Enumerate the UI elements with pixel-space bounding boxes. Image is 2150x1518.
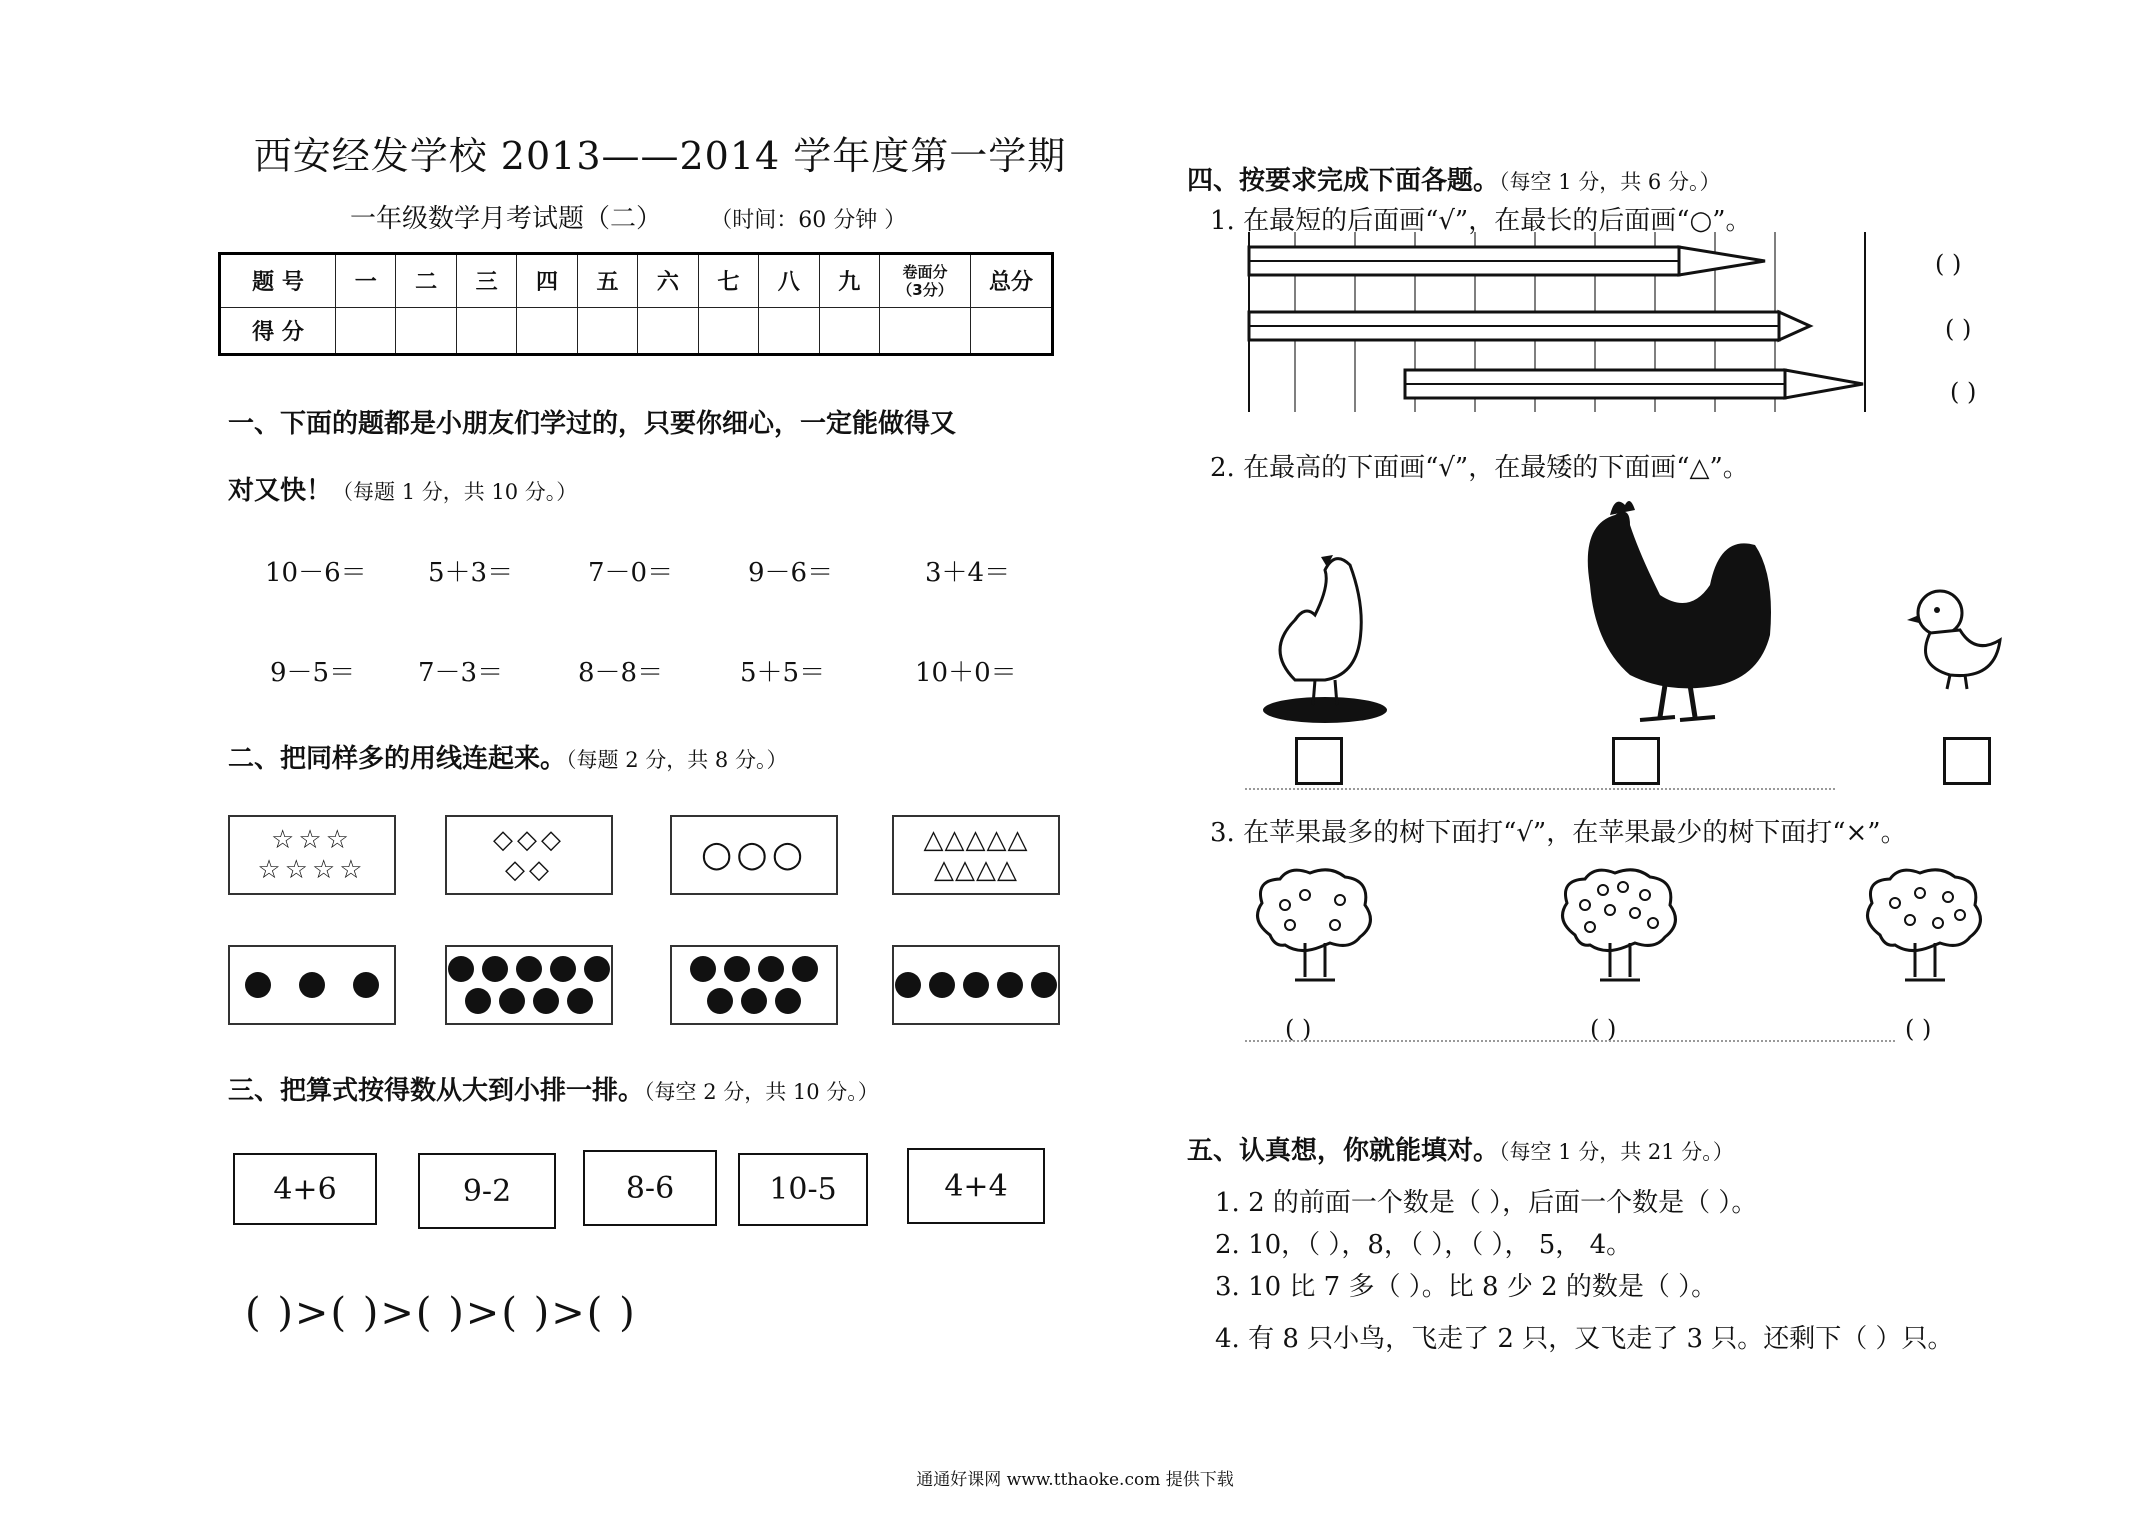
equation: 5＋3＝ xyxy=(428,558,514,588)
answer-box-hen[interactable] xyxy=(1295,737,1343,785)
match-box-diamonds[interactable] xyxy=(445,815,613,895)
equation: 10－6＝ xyxy=(265,558,367,588)
tree-answer-blank[interactable]: ( ) xyxy=(1905,1015,1932,1043)
dot xyxy=(482,956,508,982)
diamonds-row: ◇◇◇ xyxy=(493,825,565,855)
match-box-circles[interactable] xyxy=(670,815,838,895)
dot xyxy=(724,956,750,982)
match-box-triangles[interactable] xyxy=(892,815,1060,895)
section1-note: （每题 1 分，共 10 分。） xyxy=(332,480,578,504)
section1-heading-b xyxy=(228,470,577,507)
section4-heading-text: 四、按要求完成下面各题。 xyxy=(1187,166,1500,196)
dot xyxy=(963,972,989,998)
score-cell[interactable] xyxy=(819,307,880,354)
exam-title: 西安经发学校 2013——2014 学年度第一学期 xyxy=(253,134,1067,178)
score-cell[interactable] xyxy=(456,307,516,354)
section4-heading xyxy=(1187,160,1720,197)
row-label-score: 得 分 xyxy=(220,307,336,354)
apple-tree-icon xyxy=(1555,865,1685,985)
score-table xyxy=(218,252,1054,356)
score-cell[interactable] xyxy=(698,307,758,354)
col-7: 七 xyxy=(698,254,758,308)
dot xyxy=(895,972,921,998)
col-4: 四 xyxy=(517,254,577,308)
exam-subtitle xyxy=(350,198,906,235)
score-cell[interactable] xyxy=(971,307,1053,354)
equation: 7－3＝ xyxy=(418,658,504,688)
section5-note: （每空 1 分，共 21 分。） xyxy=(1499,1140,1734,1164)
section2-note: （每题 2 分，共 8 分。） xyxy=(566,748,788,772)
section2-heading-text: 二、把同样多的用线连起来。 xyxy=(228,744,567,774)
expression-box: 10-5 xyxy=(738,1153,868,1226)
dot xyxy=(550,956,576,982)
dot-row xyxy=(672,988,836,1014)
dot-row xyxy=(447,988,611,1014)
dot xyxy=(465,988,491,1014)
equation: 5＋5＝ xyxy=(740,658,826,688)
time-limit: （时间：60 分钟 ） xyxy=(710,208,907,233)
dot xyxy=(499,988,525,1014)
match-box-dots-9[interactable] xyxy=(445,945,613,1025)
score-table-score-row xyxy=(220,307,1053,354)
col-8: 八 xyxy=(759,254,819,308)
score-cell[interactable] xyxy=(638,307,698,354)
section5-heading xyxy=(1187,1130,1734,1167)
col-5: 五 xyxy=(577,254,637,308)
score-cell[interactable] xyxy=(517,307,577,354)
dot xyxy=(758,956,784,982)
pencil-answer-blank[interactable]: ( ) xyxy=(1945,315,1972,343)
fill-question-4: 4. 有 8 只小鸟，飞走了 2 只，又飞走了 3 只。还剩下（ ）只。 xyxy=(1215,1324,1954,1354)
hen-icon xyxy=(1255,545,1395,725)
pencil-answer-blank[interactable]: ( ) xyxy=(1950,378,1977,406)
section4-q2: 2. 在最高的下面画“√”，在最矮的下面画“△”。 xyxy=(1210,453,1749,483)
section2-heading xyxy=(228,738,787,775)
dot xyxy=(299,972,325,998)
expression-box: 9-2 xyxy=(418,1153,556,1229)
equation: 7－0＝ xyxy=(588,558,674,588)
dot xyxy=(792,956,818,982)
order-answer-line[interactable]: ( )>( )>( )>( )>( ) xyxy=(245,1290,637,1336)
expression-box: 4+4 xyxy=(907,1148,1045,1224)
dot xyxy=(245,972,271,998)
dot xyxy=(741,988,767,1014)
section3-note: （每空 2 分，共 10 分。） xyxy=(644,1080,879,1104)
fill-question-2: 2. 10，（ ），8，（ ），（ ）， 5， 4。 xyxy=(1215,1230,1633,1260)
dotted-divider xyxy=(1245,1040,1895,1042)
col-6: 六 xyxy=(638,254,698,308)
dot xyxy=(533,988,559,1014)
score-cell[interactable] xyxy=(336,307,396,354)
dot xyxy=(516,956,542,982)
answer-box-rooster[interactable] xyxy=(1612,737,1660,785)
col-9: 九 xyxy=(819,254,880,308)
dot xyxy=(567,988,593,1014)
match-box-dots-3[interactable] xyxy=(228,945,396,1025)
dot xyxy=(448,956,474,982)
apple-tree-icon xyxy=(1250,865,1380,985)
dot xyxy=(997,972,1023,998)
equation: 10＋0＝ xyxy=(915,658,1017,688)
section4-note: （每空 1 分，共 6 分。） xyxy=(1499,170,1721,194)
col-3: 三 xyxy=(456,254,516,308)
score-cell[interactable] xyxy=(880,307,971,354)
expression-box: 8-6 xyxy=(583,1150,717,1226)
score-cell[interactable] xyxy=(396,307,456,354)
dot-row xyxy=(447,956,611,982)
match-box-dots-5[interactable] xyxy=(892,945,1060,1025)
section3-heading-text: 三、把算式按得数从大到小排一排。 xyxy=(228,1076,645,1106)
subtitle-text: 一年级数学月考试题（二） xyxy=(350,204,663,234)
score-cell[interactable] xyxy=(577,307,637,354)
fill-question-1: 1. 2 的前面一个数是（ ），后面一个数是（ ）。 xyxy=(1215,1188,1758,1218)
equation: 9－6＝ xyxy=(748,558,834,588)
footer-source: 通通好课网 www.tthaoke.com 提供下载 xyxy=(916,1470,1234,1490)
chick-icon xyxy=(1905,585,2010,695)
section4-q3: 3. 在苹果最多的树下面打“√”，在苹果最少的树下面打“×”。 xyxy=(1210,818,1907,848)
diamonds-row: ◇◇ xyxy=(505,855,553,885)
score-cell[interactable] xyxy=(759,307,819,354)
col-1: 一 xyxy=(336,254,396,308)
match-box-dots-7[interactable] xyxy=(670,945,838,1025)
dot-row xyxy=(672,956,836,982)
triangles-row: △△△△△ xyxy=(923,825,1029,855)
dot-row xyxy=(230,972,394,998)
section4-q1: 1. 在最短的后面画“√”，在最长的后面画“○”。 xyxy=(1210,206,1752,236)
dot xyxy=(929,972,955,998)
circles-row: ○○○ xyxy=(700,834,808,875)
pencils-illustration xyxy=(1245,232,1875,412)
apple-tree-icon xyxy=(1860,865,1990,985)
col-total: 总分 xyxy=(971,254,1053,308)
expression-box: 4+6 xyxy=(233,1153,377,1225)
pencil-answer-blank[interactable]: ( ) xyxy=(1935,250,1962,278)
dot xyxy=(690,956,716,982)
dot-row xyxy=(894,972,1058,998)
equation: 9－5＝ xyxy=(270,658,356,688)
dot xyxy=(1031,972,1057,998)
dot xyxy=(353,972,379,998)
rooster-icon xyxy=(1570,495,1780,730)
dot xyxy=(584,956,610,982)
section1-heading-b-text: 对又快！ xyxy=(228,476,333,506)
col-page-score xyxy=(880,254,971,308)
col-2: 二 xyxy=(396,254,456,308)
equation: 8－8＝ xyxy=(578,658,664,688)
tree-answer-blank[interactable]: ( ) xyxy=(1590,1015,1617,1043)
match-box-stars[interactable] xyxy=(228,815,396,895)
page-score-sub: （3分） xyxy=(897,280,953,299)
row-label-question: 题 号 xyxy=(220,254,336,308)
tree-answer-blank[interactable]: ( ) xyxy=(1285,1015,1312,1043)
dotted-divider xyxy=(1245,788,1835,790)
section3-heading xyxy=(228,1070,879,1107)
fill-question-3: 3. 10 比 7 多（ ）。比 8 少 2 的数是（ ）。 xyxy=(1215,1272,1718,1302)
dot xyxy=(707,988,733,1014)
dot xyxy=(775,988,801,1014)
stars-row: ☆☆☆ xyxy=(271,825,353,855)
score-table-header-row xyxy=(220,254,1053,308)
triangles-row: △△△△ xyxy=(934,855,1018,885)
section5-heading-text: 五、认真想，你就能填对。 xyxy=(1187,1136,1500,1166)
page-score-label: 卷面分 xyxy=(902,262,948,281)
section1-heading-a: 一、下面的题都是小朋友们学过的，只要你细心，一定能做得又 xyxy=(228,409,957,439)
answer-box-chick[interactable] xyxy=(1943,737,1991,785)
stars-row: ☆☆☆☆ xyxy=(257,855,367,885)
equation: 3＋4＝ xyxy=(925,558,1011,588)
